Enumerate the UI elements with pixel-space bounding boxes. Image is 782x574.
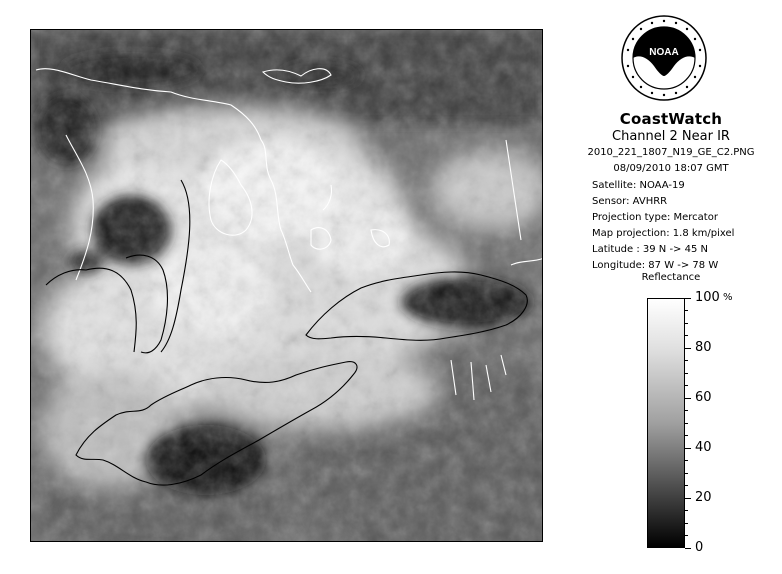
satellite-image (30, 29, 543, 542)
colorbar-tick-major (685, 398, 691, 399)
image-title: CoastWatch (619, 110, 723, 128)
colorbar-tick-major (685, 448, 691, 449)
noaa-logo (620, 14, 708, 102)
colorbar-tick-major (685, 348, 691, 349)
legend-unit: % (723, 292, 733, 303)
info-panel (560, 14, 782, 574)
filename: 2010_221_1807_N19_GE_C2.PNG (587, 147, 755, 158)
colorbar-tick-minor (685, 410, 688, 411)
colorbar-tick-minor (685, 510, 688, 511)
sensor: Sensor: AVHRR (592, 196, 668, 207)
colorbar-tick-minor (685, 485, 688, 486)
colorbar-tick-label: 60 (695, 390, 712, 405)
colorbar-tick-minor (685, 535, 688, 536)
colorbar-tick-major (685, 498, 691, 499)
colorbar-tick-minor (685, 323, 688, 324)
colorbar-tick-minor (685, 435, 688, 436)
colorbar-tick-minor (685, 310, 688, 311)
longitude: Longitude: 87 W -> 78 W (592, 260, 719, 271)
colorbar-tick-minor (685, 385, 688, 386)
colorbar-tick-minor (685, 360, 688, 361)
image-subtitle: Channel 2 Near IR (612, 129, 730, 144)
colorbar-tick-minor (685, 460, 688, 461)
colorbar-tick-minor (685, 523, 688, 524)
map-projection: Map projection: 1.8 km/pixel (592, 228, 735, 239)
logo-center-text: NOAA (649, 47, 679, 58)
date-time: 08/09/2010 18:07 GMT (613, 163, 729, 174)
colorbar-tick-label: 80 (695, 340, 712, 355)
projection-type: Projection type: Mercator (592, 212, 718, 223)
colorbar-tick-label: 40 (695, 440, 712, 455)
colorbar-tick-minor (685, 335, 688, 336)
satellite: Satellite: NOAA-19 (592, 180, 685, 191)
colorbar-tick-label: 20 (695, 490, 712, 505)
colorbar-tick-major (685, 548, 691, 549)
colorbar-tick-label: 100 (695, 290, 720, 305)
legend-title: Reflectance (641, 272, 701, 283)
latitude: Latitude : 39 N -> 45 N (592, 244, 708, 255)
colorbar-tick-label: 0 (695, 540, 704, 555)
colorbar-tick-minor (685, 423, 688, 424)
colorbar-tick-minor (685, 373, 688, 374)
reflectance-colorbar (647, 298, 685, 548)
colorbar-tick-minor (685, 473, 688, 474)
satellite-map (31, 30, 543, 542)
colorbar-tick-major (685, 298, 691, 299)
